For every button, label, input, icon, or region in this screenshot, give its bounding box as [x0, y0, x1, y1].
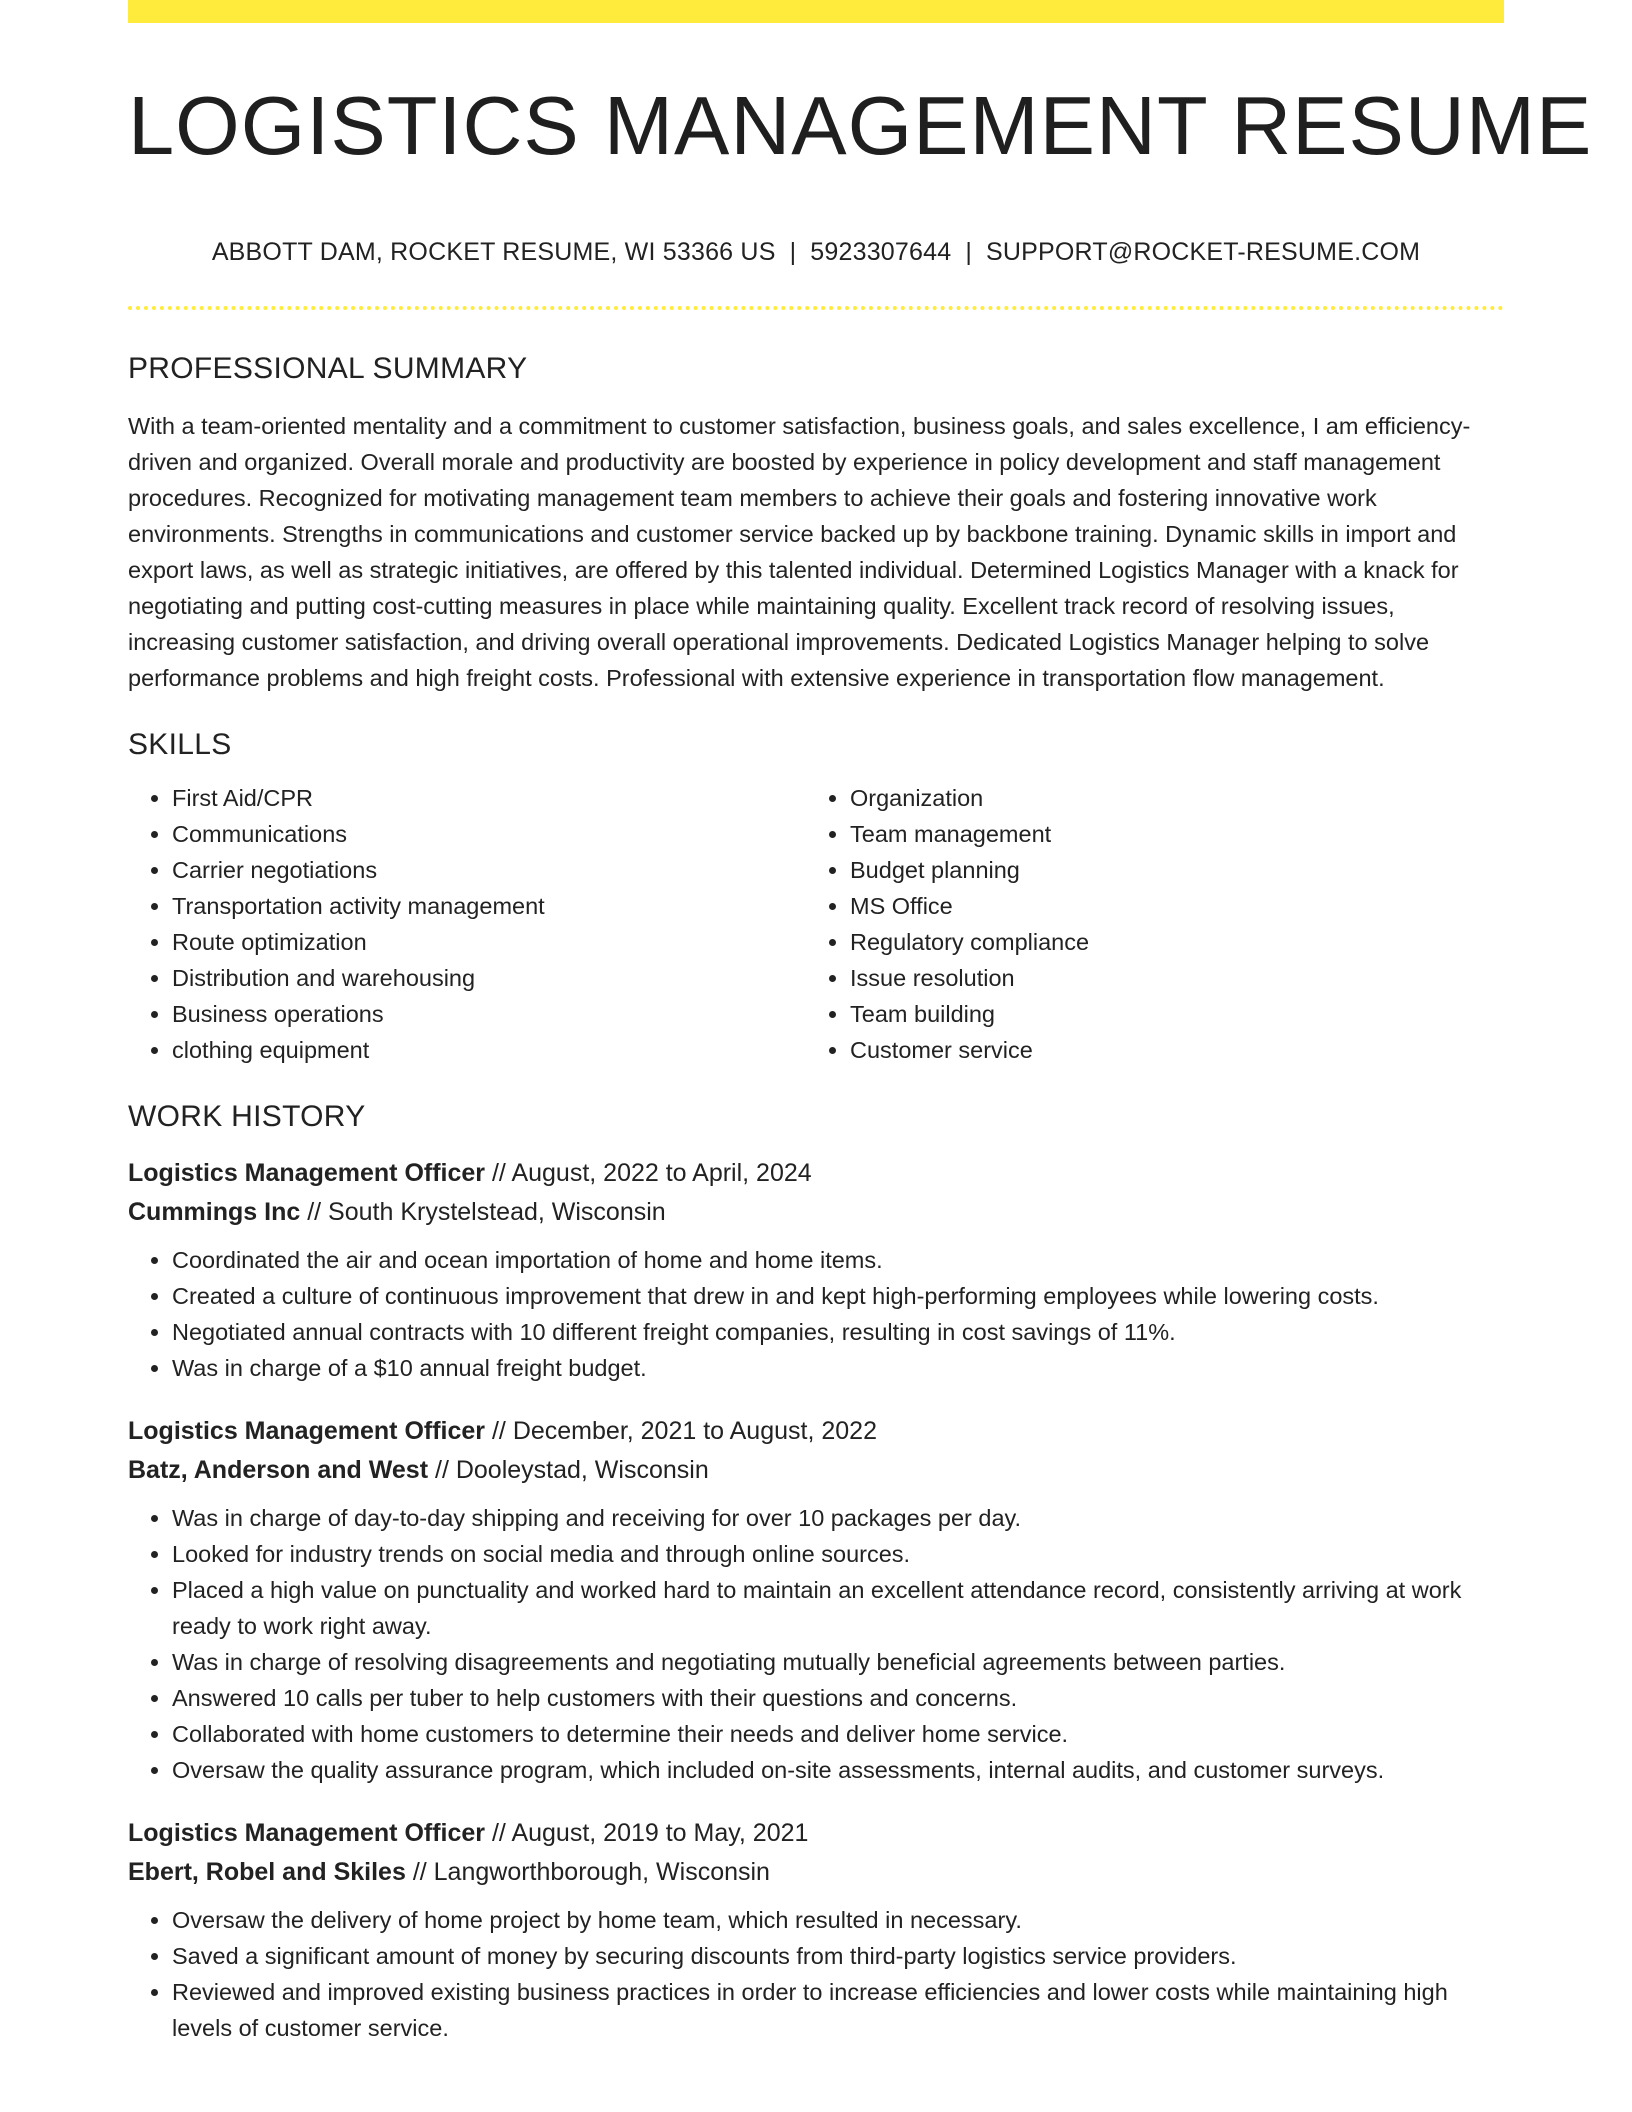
job-title-line	[128, 1814, 1504, 1853]
job-bullet: • Placed a high value on punctuality and worked hard to maintain an excellent attendance record, consistently arriving at work ready to work right away.	[172, 1572, 1504, 1644]
job-entry	[128, 1412, 1504, 1788]
job-title-line	[128, 1154, 1504, 1193]
skill-item: • Budget planning	[850, 852, 1484, 888]
contact-separator: |	[789, 238, 797, 266]
skill-item: • MS Office	[850, 888, 1484, 924]
job-title: Logistics Management Officer	[128, 1417, 486, 1445]
job-entry	[128, 1154, 1504, 1386]
accent-top-bar	[128, 0, 1504, 23]
skill-item: • Customer service	[850, 1032, 1484, 1068]
job-title: Logistics Management Officer	[128, 1159, 486, 1187]
skill-item: • Issue resolution	[850, 960, 1484, 996]
job-bullet: • Negotiated annual contracts with 10 different freight companies, resulting in cost savings of 11%.	[172, 1314, 1504, 1350]
job-company: Batz, Anderson and West	[128, 1456, 429, 1484]
job-company-line	[128, 1193, 1504, 1232]
job-bullet: • Oversaw the quality assurance program, which included on-site assessments, internal audits, and customer surveys.	[172, 1752, 1504, 1788]
professional-summary-section	[128, 352, 1504, 2046]
job-company: Ebert, Robel and Skiles	[128, 1858, 406, 1886]
skill-item: • Team building	[850, 996, 1484, 1032]
job-bullet: • Looked for industry trends on social media and through online sources.	[172, 1536, 1504, 1572]
skills-list-left	[128, 780, 806, 1068]
resume-title: LOGISTICS MANAGEMENT RESUME	[128, 79, 1593, 172]
skill-item: • Regulatory compliance	[850, 924, 1484, 960]
job-bullets	[128, 1500, 1504, 1788]
job-bullet: • Reviewed and improved existing business practices in order to increase efficiencies and lower costs while maintaining high levels of customer service.	[172, 1974, 1504, 2046]
job-bullet: • Was in charge of a $10 annual freight budget.	[172, 1350, 1504, 1386]
contact-email: SUPPORT@ROCKET-RESUME.COM	[986, 238, 1421, 266]
work-history-section	[128, 1100, 1504, 2046]
section-heading-work-history: WORK HISTORY	[128, 1100, 366, 1133]
section-heading-skills: SKILLS	[128, 728, 232, 761]
job-location: // Langworthborough, Wisconsin	[412, 1858, 770, 1886]
contact-phone: 5923307644	[810, 238, 952, 266]
job-list	[128, 1154, 1504, 2046]
job-company-line	[128, 1451, 1504, 1490]
job-bullet: • Oversaw the delivery of home project by home team, which resulted in necessary.	[172, 1902, 1504, 1938]
job-location: // South Krystelstead, Wisconsin	[307, 1198, 666, 1226]
skills-list-right	[806, 780, 1484, 1068]
job-bullet: • Was in charge of day-to-day shipping and receiving for over 10 packages per day.	[172, 1500, 1504, 1536]
skill-item: • Distribution and warehousing	[172, 960, 806, 996]
job-title-line	[128, 1412, 1504, 1451]
skill-item: • Transportation activity management	[172, 888, 806, 924]
job-company-line	[128, 1853, 1504, 1892]
job-bullet: • Was in charge of resolving disagreements and negotiating mutually beneficial agreements between parties.	[172, 1644, 1504, 1680]
section-heading-summary: PROFESSIONAL SUMMARY	[128, 352, 528, 385]
job-bullet: • Saved a significant amount of money by securing discounts from third-party logistics service providers.	[172, 1938, 1504, 1974]
job-company: Cummings Inc	[128, 1198, 301, 1226]
skill-item: • clothing equipment	[172, 1032, 806, 1068]
contact-address: ABBOTT DAM, ROCKET RESUME, WI 53366 US	[211, 238, 776, 266]
skill-item: • Communications	[172, 816, 806, 852]
contact-separator: |	[965, 238, 973, 266]
job-bullet: • Coordinated the air and ocean importation of home and home items.	[172, 1242, 1504, 1278]
skill-item: • Team management	[850, 816, 1484, 852]
skill-item: • Carrier negotiations	[172, 852, 806, 888]
job-dates: // December, 2021 to August, 2022	[491, 1417, 877, 1445]
skill-item: • Organization	[850, 780, 1484, 816]
job-bullet: • Answered 10 calls per tuber to help customers with their questions and concerns.	[172, 1680, 1504, 1716]
job-location: // Dooleystad, Wisconsin	[435, 1456, 709, 1484]
skill-item: • Business operations	[172, 996, 806, 1032]
summary-text: With a team-oriented mentality and a commitment to customer satisfaction, business goals, and sales excellence, I am efficiency-driven and organized. Overall morale and productivity are boosted by experience in policy development and staff management procedures. Recognized for motivating management team members to achieve their goals and fostering innovative work environments. Strengths in communications and customer service backed up by backbone training. Dynamic skills in import and export laws, as well as strategic initiatives, are offered by this talented individual. Determined Logistics Manager with a knack for negotiating and putting cost-cutting measures in place while maintaining quality. Excellent track record of resolving issues, increasing customer satisfaction, and driving overall operational improvements. Dedicated Logistics Manager helping to solve performance problems and high freight costs. Professional with extensive experience in transportation flow management.	[128, 413, 1471, 691]
job-dates: // August, 2022 to April, 2024	[491, 1159, 812, 1187]
contact-line	[128, 238, 1504, 267]
job-bullets	[128, 1242, 1504, 1386]
skills-section	[128, 728, 1504, 1068]
skill-item: • First Aid/CPR	[172, 780, 806, 816]
job-bullet: • Created a culture of continuous improvement that drew in and kept high-performing employees while lowering costs.	[172, 1278, 1504, 1314]
job-dates: // August, 2019 to May, 2021	[491, 1819, 809, 1847]
dotted-divider	[128, 306, 1504, 310]
job-bullet: • Collaborated with home customers to determine their needs and deliver home service.	[172, 1716, 1504, 1752]
job-bullets	[128, 1902, 1504, 2046]
job-title: Logistics Management Officer	[128, 1819, 486, 1847]
job-entry	[128, 1814, 1504, 2046]
skills-grid	[128, 780, 1504, 1068]
skill-item: • Route optimization	[172, 924, 806, 960]
